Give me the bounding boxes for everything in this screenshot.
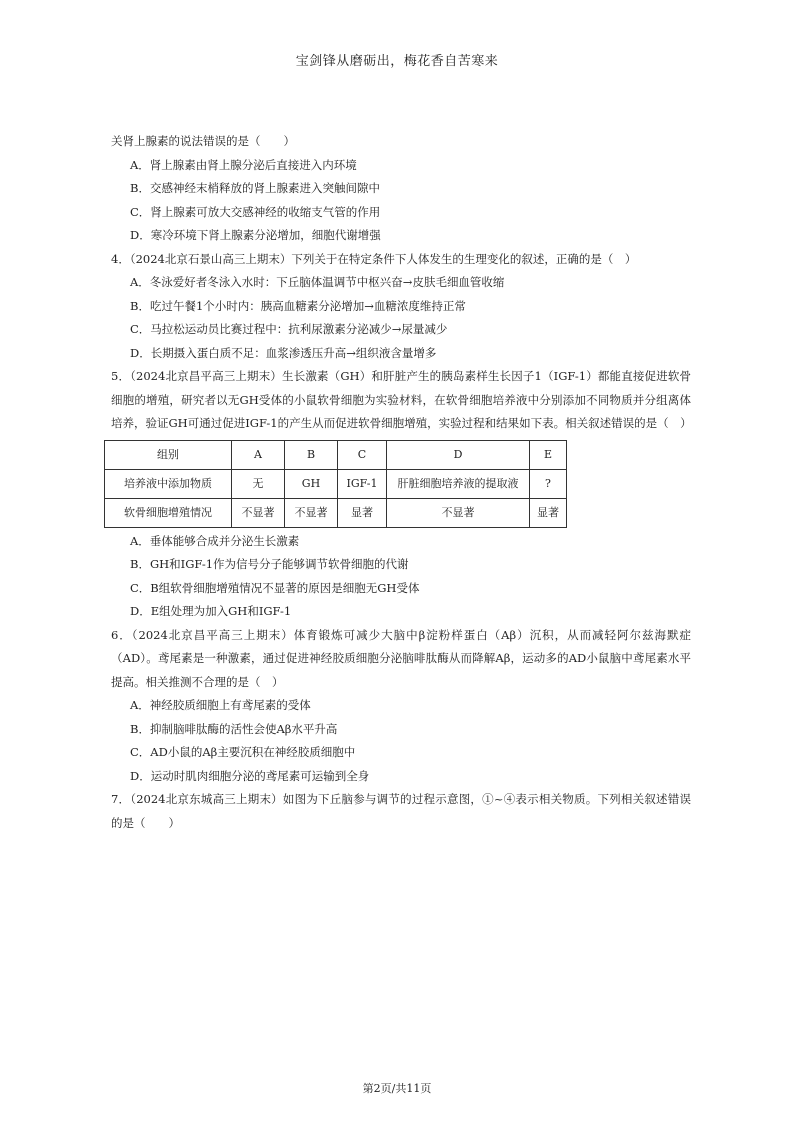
table-cell: B [285,440,338,469]
q5-option-d: D．E组处理为加入GH和IGF-1 [130,604,292,618]
q3-option-c: C．肾上腺素可放大交感神经的收缩支气管的作用 [130,204,381,219]
table-cell: 显著 [530,498,567,527]
table-cell: GH [285,469,338,498]
q4-option-b: B．吃过午餐1个小时内：胰高血糖素分泌增加→血糖浓度维持正常 [130,298,466,313]
q5-stem: 5．（2024北京昌平高三上期末）生长激素（GH）和肝脏产生的胰岛素样生长因子1（IGF-1）都能直接促进软骨细胞的增殖，研究者以无GH受体的小鼠软骨细胞为实验材料，在软骨细胞培养液中分别添加不同物质并分组离体培养，验证GH可通过促进IGF-1的产生从而促进软骨细胞增殖，实验过程和结果如下表。相关叙述错误的是（ ） [111,369,692,430]
table-row [105,469,567,498]
q3-option-a: A．肾上腺素由肾上腺分泌后直接进入内环境 [130,157,357,172]
table-cell: D [387,440,530,469]
table-cell: 不显著 [232,498,285,527]
q6-option-a: A．神经胶质细胞上有鸢尾素的受体 [130,698,311,712]
q3-option-b: B．交感神经末梢释放的肾上腺素进入突触间隙中 [130,181,380,195]
table-cell: ? [530,469,567,498]
table-cell: 培养液中添加物质 [105,469,232,498]
q4-stem: 4．（2024北京石景山高三上期末）下列关于在特定条件下人体发生的生理变化的叙述，正确的是（ ） [111,251,637,266]
table-cell: 无 [232,469,285,498]
table-row [105,498,567,527]
q6-stem: 6．（2024北京昌平高三上期末）体育锻炼可减少大脑中β淀粉样蛋白（Aβ）沉积，从而减轻阿尔兹海默症（AD）。鸢尾素是一种激素，通过促进神经胶质细胞分泌脑啡肽酶从而降解Aβ，运动多的AD小鼠脑中鸢尾素水平提高。相关推测不合理的是（ ） [111,627,691,689]
q3-stem: 关肾上腺素的说法错误的是（ ） [111,134,295,148]
table-cell: C [338,440,387,469]
q7-stem: 7．（2024北京东城高三上期末）如图为下丘脑参与调节的过程示意图，①~④表示相关物质。下列相关叙述错误的是（ ） [111,792,691,830]
page-content [111,130,691,835]
q6-option-c: C．AD小鼠的Aβ主要沉积在神经胶质细胞中 [130,745,356,759]
q5-option-a: A．垂体能够合成并分泌生长激素 [130,533,300,548]
table-cell: IGF-1 [338,469,387,498]
table-cell: 软骨细胞增殖情况 [105,498,232,527]
q5-option-c: C．B组软骨细胞增殖情况不显著的原因是细胞无GH受体 [130,580,420,595]
page-header-motto: 宝剑锋从磨砺出，梅花香自苦寒来 [295,54,499,69]
table-cell: 肝脏细胞培养液的提取液 [387,469,530,498]
table-cell: 不显著 [387,498,530,527]
q3-option-d: D．寒冷环境下肾上腺素分泌增加，细胞代谢增强 [130,228,381,242]
table-cell: 不显著 [285,498,338,527]
table-cell: 显著 [338,498,387,527]
table-cell: A [232,440,285,469]
q4-option-d: D．长期摄入蛋白质不足：血浆渗透压升高→组织液含量增多 [130,345,437,360]
q5-experiment-table [104,440,567,528]
q6-option-d: D．运动时肌肉细胞分泌的鸢尾素可运输到全身 [130,768,370,783]
table-header-row [105,440,567,469]
q4-option-a: A．冬泳爱好者冬泳入水时：下丘脑体温调节中枢兴奋→皮肤毛细血管收缩 [130,275,505,289]
q6-option-b: B．抑制脑啡肽酶的活性会使Aβ水平升高 [130,721,338,736]
q4-option-c: C．马拉松运动员比赛过程中：抗利尿激素分泌减少→尿量减少 [130,322,448,336]
table-cell: E [530,440,567,469]
table-cell: 组别 [105,440,232,469]
q5-option-b: B．GH和IGF-1作为信号分子能够调节软骨细胞的代谢 [130,557,409,571]
page-number-footer: 第2页/共11页 [362,1082,432,1095]
